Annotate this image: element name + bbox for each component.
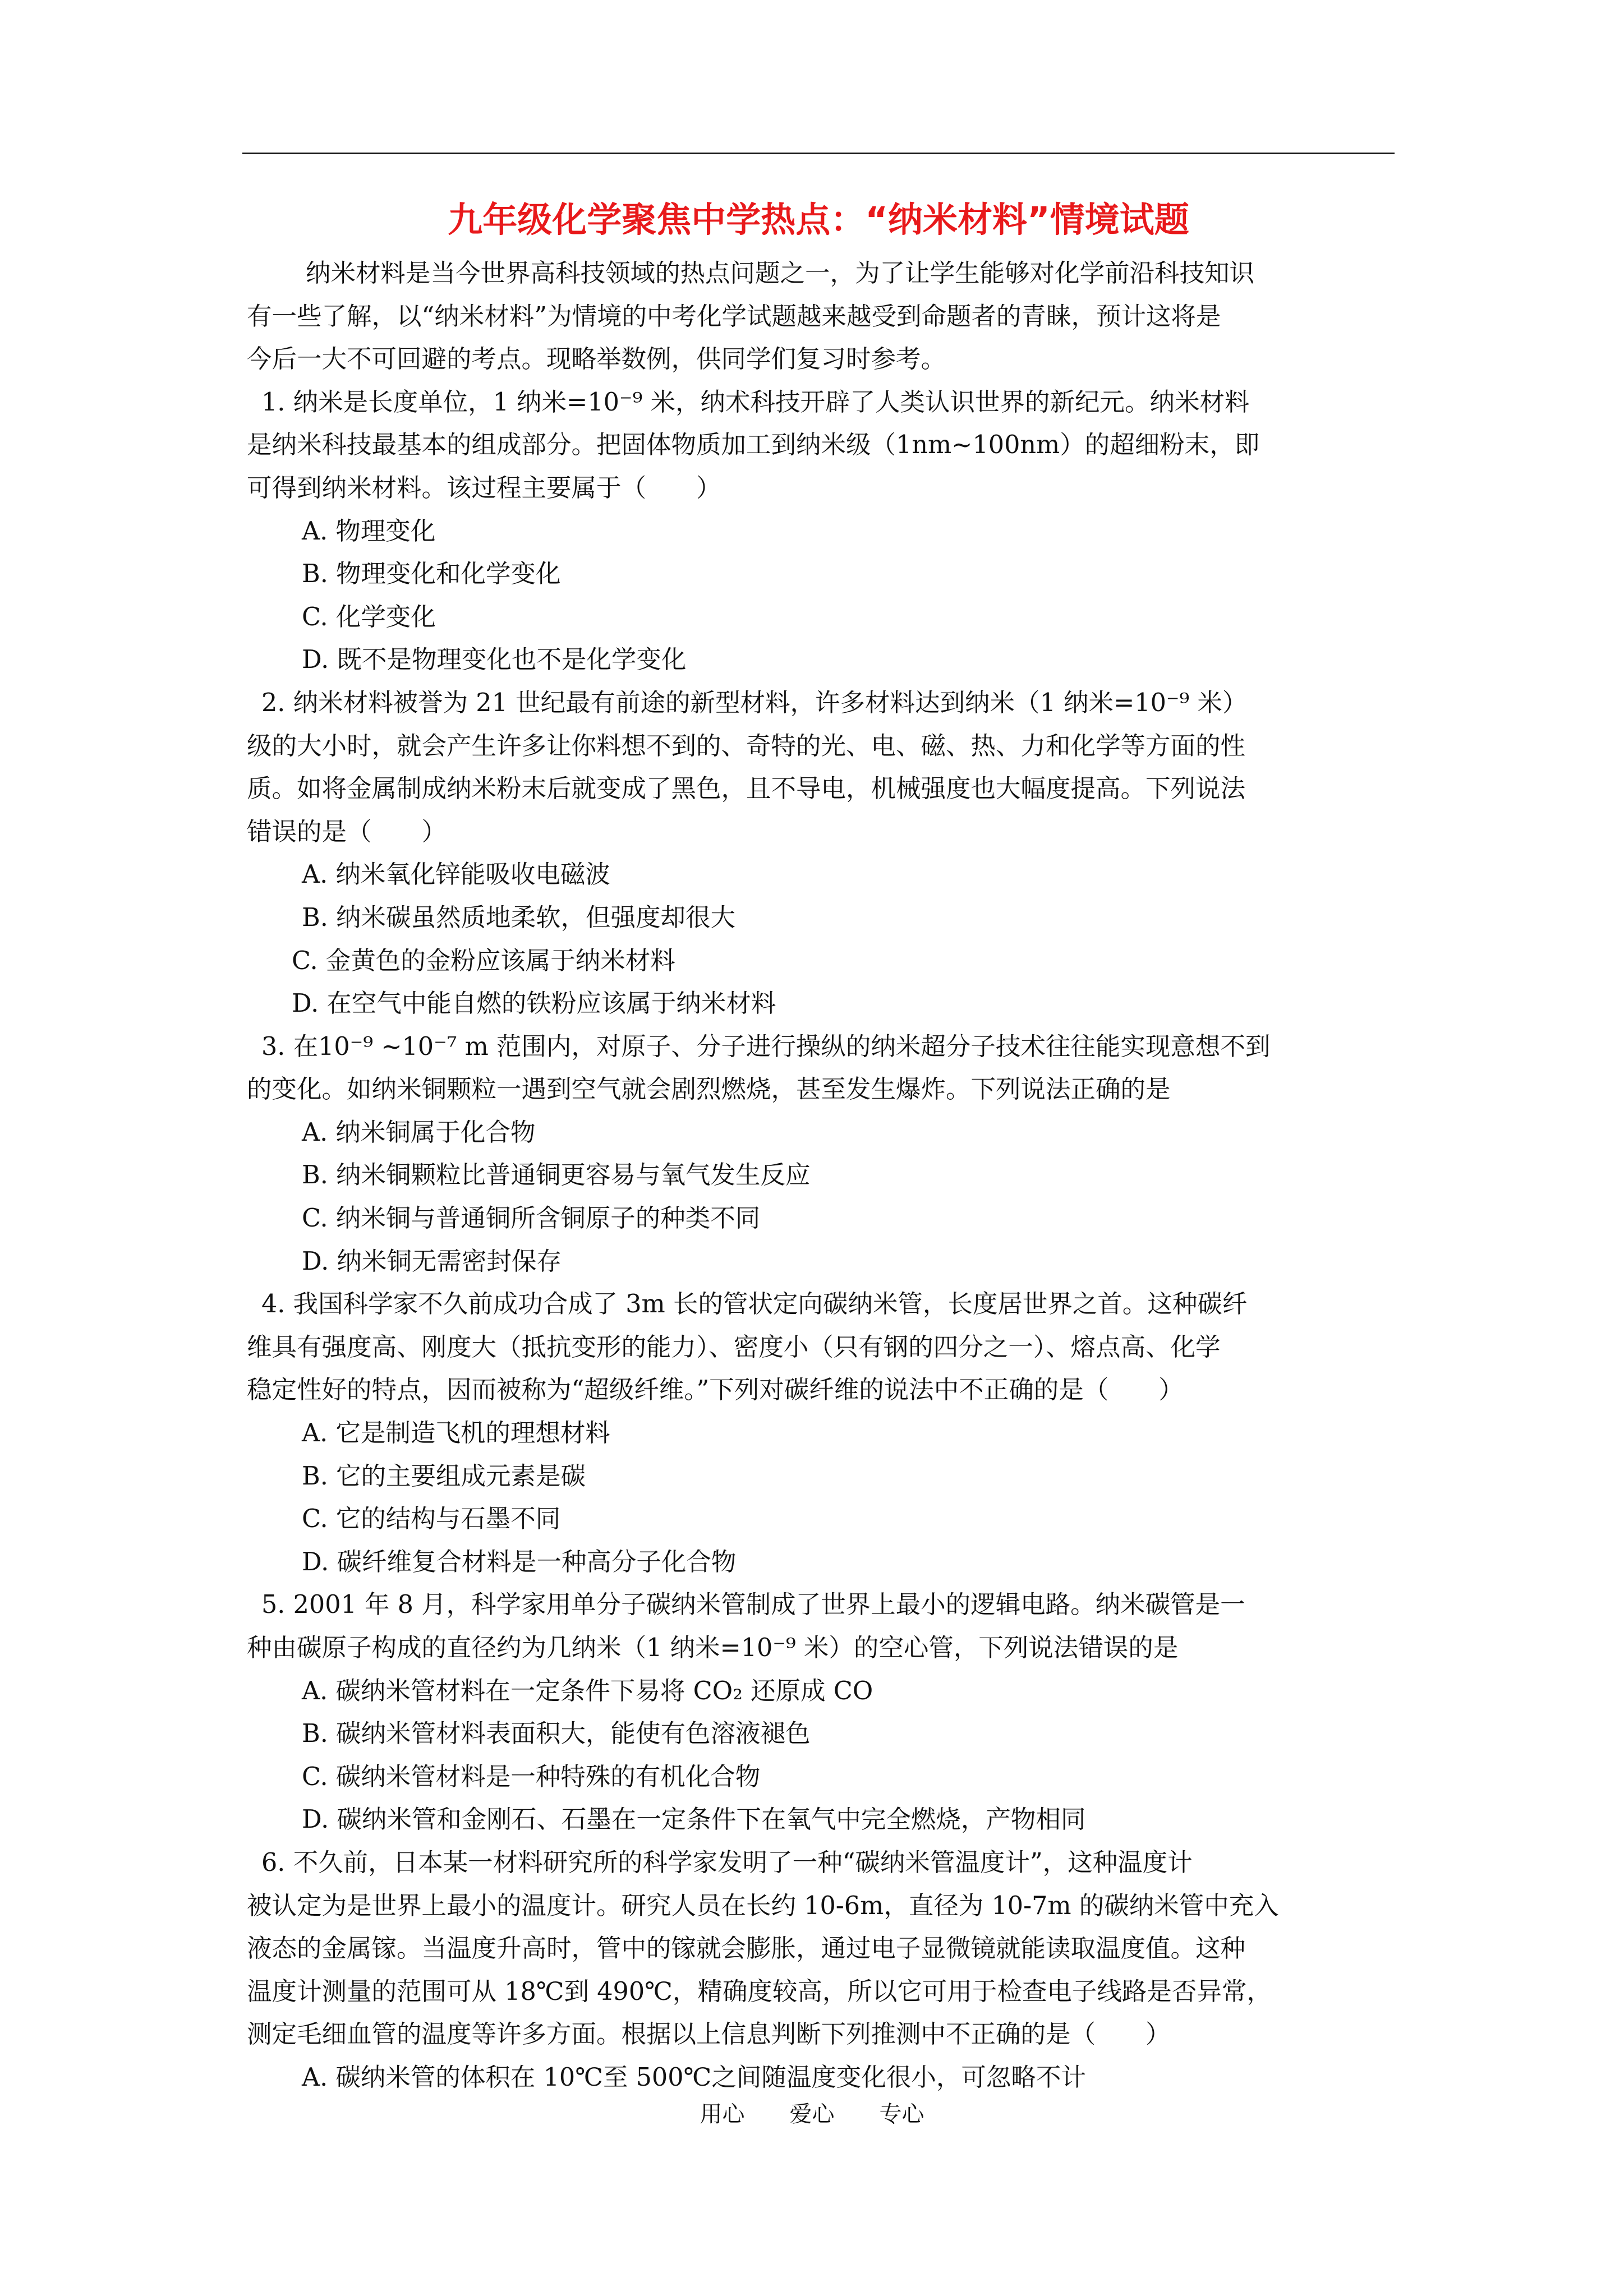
answer-option: C. 碳纳米管材料是一种特殊的有机化合物 <box>302 1762 761 1791</box>
text-line: 错误的是（ ） <box>247 817 447 846</box>
question-start-line: 3. 在10⁻⁹ ~10⁻⁷ m 范围内，对原子、分子进行操纵的纳米超分子技术往往能实现意想不到 <box>261 1032 1271 1061</box>
text-line: 稳定性好的特点，因而被称为“超级纤维。”下列对碳纤维的说法中不正确的是（ ） <box>247 1376 1184 1405</box>
text-line: 被认定为是世界上最小的温度计。研究人员在长约 10-6m，直径为 10-7m 的碳纳米管中充入 <box>247 1891 1279 1920</box>
text-line: 的变化。如纳米铜颗粒一遇到空气就会剧烈燃烧，甚至发生爆炸。下列说法正确的是 <box>247 1075 1171 1104</box>
answer-option: A. 它是制造飞机的理想材料 <box>302 1419 610 1448</box>
header-rule <box>242 153 1395 154</box>
page-title: 九年级化学聚焦中学热点：“纳米材料”情境试题 <box>448 199 1189 240</box>
answer-option: B. 物理变化和化学变化 <box>302 560 561 589</box>
text-line: 有一些了解，以“纳米材料”为情境的中考化学试题越来越受到命题者的青睐，预计这将是 <box>247 302 1221 331</box>
question-start-line: 6. 不久前，日本某一材料研究所的科学家发明了一种“碳纳米管温度计”，这种温度计 <box>261 1848 1193 1877</box>
text-line: 维具有强度高、刚度大（抵抗变形的能力）、密度小（只有钢的四分之一）、熔点高、化学 <box>247 1333 1221 1362</box>
answer-option: D. 碳纳米管和金刚石、石墨在一定条件下在氧气中完全燃烧，产物相同 <box>302 1805 1086 1834</box>
answer-option: A. 纳米氧化锌能吸收电磁波 <box>302 860 610 889</box>
text-line: 是纳米科技最基本的组成部分。把固体物质加工到纳米级（1nm~100nm）的超细粉末，即 <box>247 431 1260 460</box>
text-line: 级的大小时，就会产生许多让你料想不到的、奇特的光、电、磁、热、力和化学等方面的性 <box>247 731 1246 760</box>
text-line: 温度计测量的范围可从 18℃到 490℃，精确度较高，所以它可用于检查电子线路是否异常， <box>247 1977 1272 2006</box>
text-line: 测定毛细血管的温度等许多方面。根据以上信息判断下列推测中不正确的是（ ） <box>247 2020 1171 2049</box>
answer-option: B. 纳米铜颗粒比普通铜更容易与氧气发生反应 <box>302 1161 811 1190</box>
text-line: 种由碳原子构成的直径约为几纳米（1 纳米=10⁻⁹ 米）的空心管，下列说法错误的是 <box>247 1634 1179 1662</box>
answer-option: A. 碳纳米管的体积在 10℃至 500℃之间随温度变化很小，可忽略不计 <box>302 2063 1086 2092</box>
answer-option: C. 它的结构与石墨不同 <box>302 1505 561 1534</box>
answer-option: D. 既不是物理变化也不是化学变化 <box>302 646 687 675</box>
answer-option: B. 纳米碳虽然质地柔软，但强度却很大 <box>302 903 735 932</box>
answer-option: B. 它的主要组成元素是碳 <box>302 1461 586 1491</box>
page-footer: 用心 爱心 专心 <box>700 2101 924 2127</box>
answer-option: D. 碳纤维复合材料是一种高分子化合物 <box>302 1547 737 1576</box>
answer-option: D. 在空气中能自燃的铁粉应该属于纳米材料 <box>292 989 776 1018</box>
question-start-line: 1. 纳米是长度单位，1 纳米=10⁻⁹ 米，纳术科技开辟了人类认识世界的新纪元。纳米材料 <box>261 388 1250 417</box>
body-text <box>247 252 1395 2100</box>
question-start-line: 5. 2001 年 8 月，科学家用单分子碳纳米管制成了世界上最小的逻辑电路。纳米碳管是一 <box>261 1590 1245 1620</box>
text-line: 可得到纳米材料。该过程主要属于（ ） <box>247 473 721 502</box>
answer-option: C. 金黄色的金粉应该属于纳米材料 <box>292 946 675 975</box>
answer-option: C. 纳米铜与普通铜所含铜原子的种类不同 <box>302 1204 761 1233</box>
answer-option: A. 物理变化 <box>302 517 436 546</box>
question-start-line: 2. 纳米材料被誉为 21 世纪最有前途的新型材料，许多材料达到纳米（1 纳米=10⁻⁹ 米） <box>261 688 1248 717</box>
answer-option: C. 化学变化 <box>302 602 436 631</box>
intro-paragraph-line: 纳米材料是当今世界高科技领域的热点问题之一，为了让学生能够对化学前沿科技知识 <box>306 259 1255 288</box>
answer-option: A. 纳米铜属于化合物 <box>302 1118 536 1147</box>
text-line: 质。如将金属制成纳米粉末后就变成了黑色，且不导电，机械强度也大幅度提高。下列说法 <box>247 774 1246 804</box>
text-line: 液态的金属镓。当温度升高时，管中的镓就会膨胀，通过电子显微镜就能读取温度值。这种 <box>247 1934 1246 1963</box>
question-start-line: 4. 我国科学家不久前成功合成了 3m 长的管状定向碳纳米管，长度居世界之首。这种碳纤 <box>261 1290 1248 1319</box>
answer-option: D. 纳米铜无需密封保存 <box>302 1247 562 1276</box>
answer-option: A. 碳纳米管材料在一定条件下易将 CO₂ 还原成 CO <box>302 1676 873 1705</box>
text-line: 今后一大不可回避的考点。现略举数例，供同学们复习时参考。 <box>247 345 946 374</box>
answer-option: B. 碳纳米管材料表面积大，能使有色溶液褪色 <box>302 1719 811 1749</box>
